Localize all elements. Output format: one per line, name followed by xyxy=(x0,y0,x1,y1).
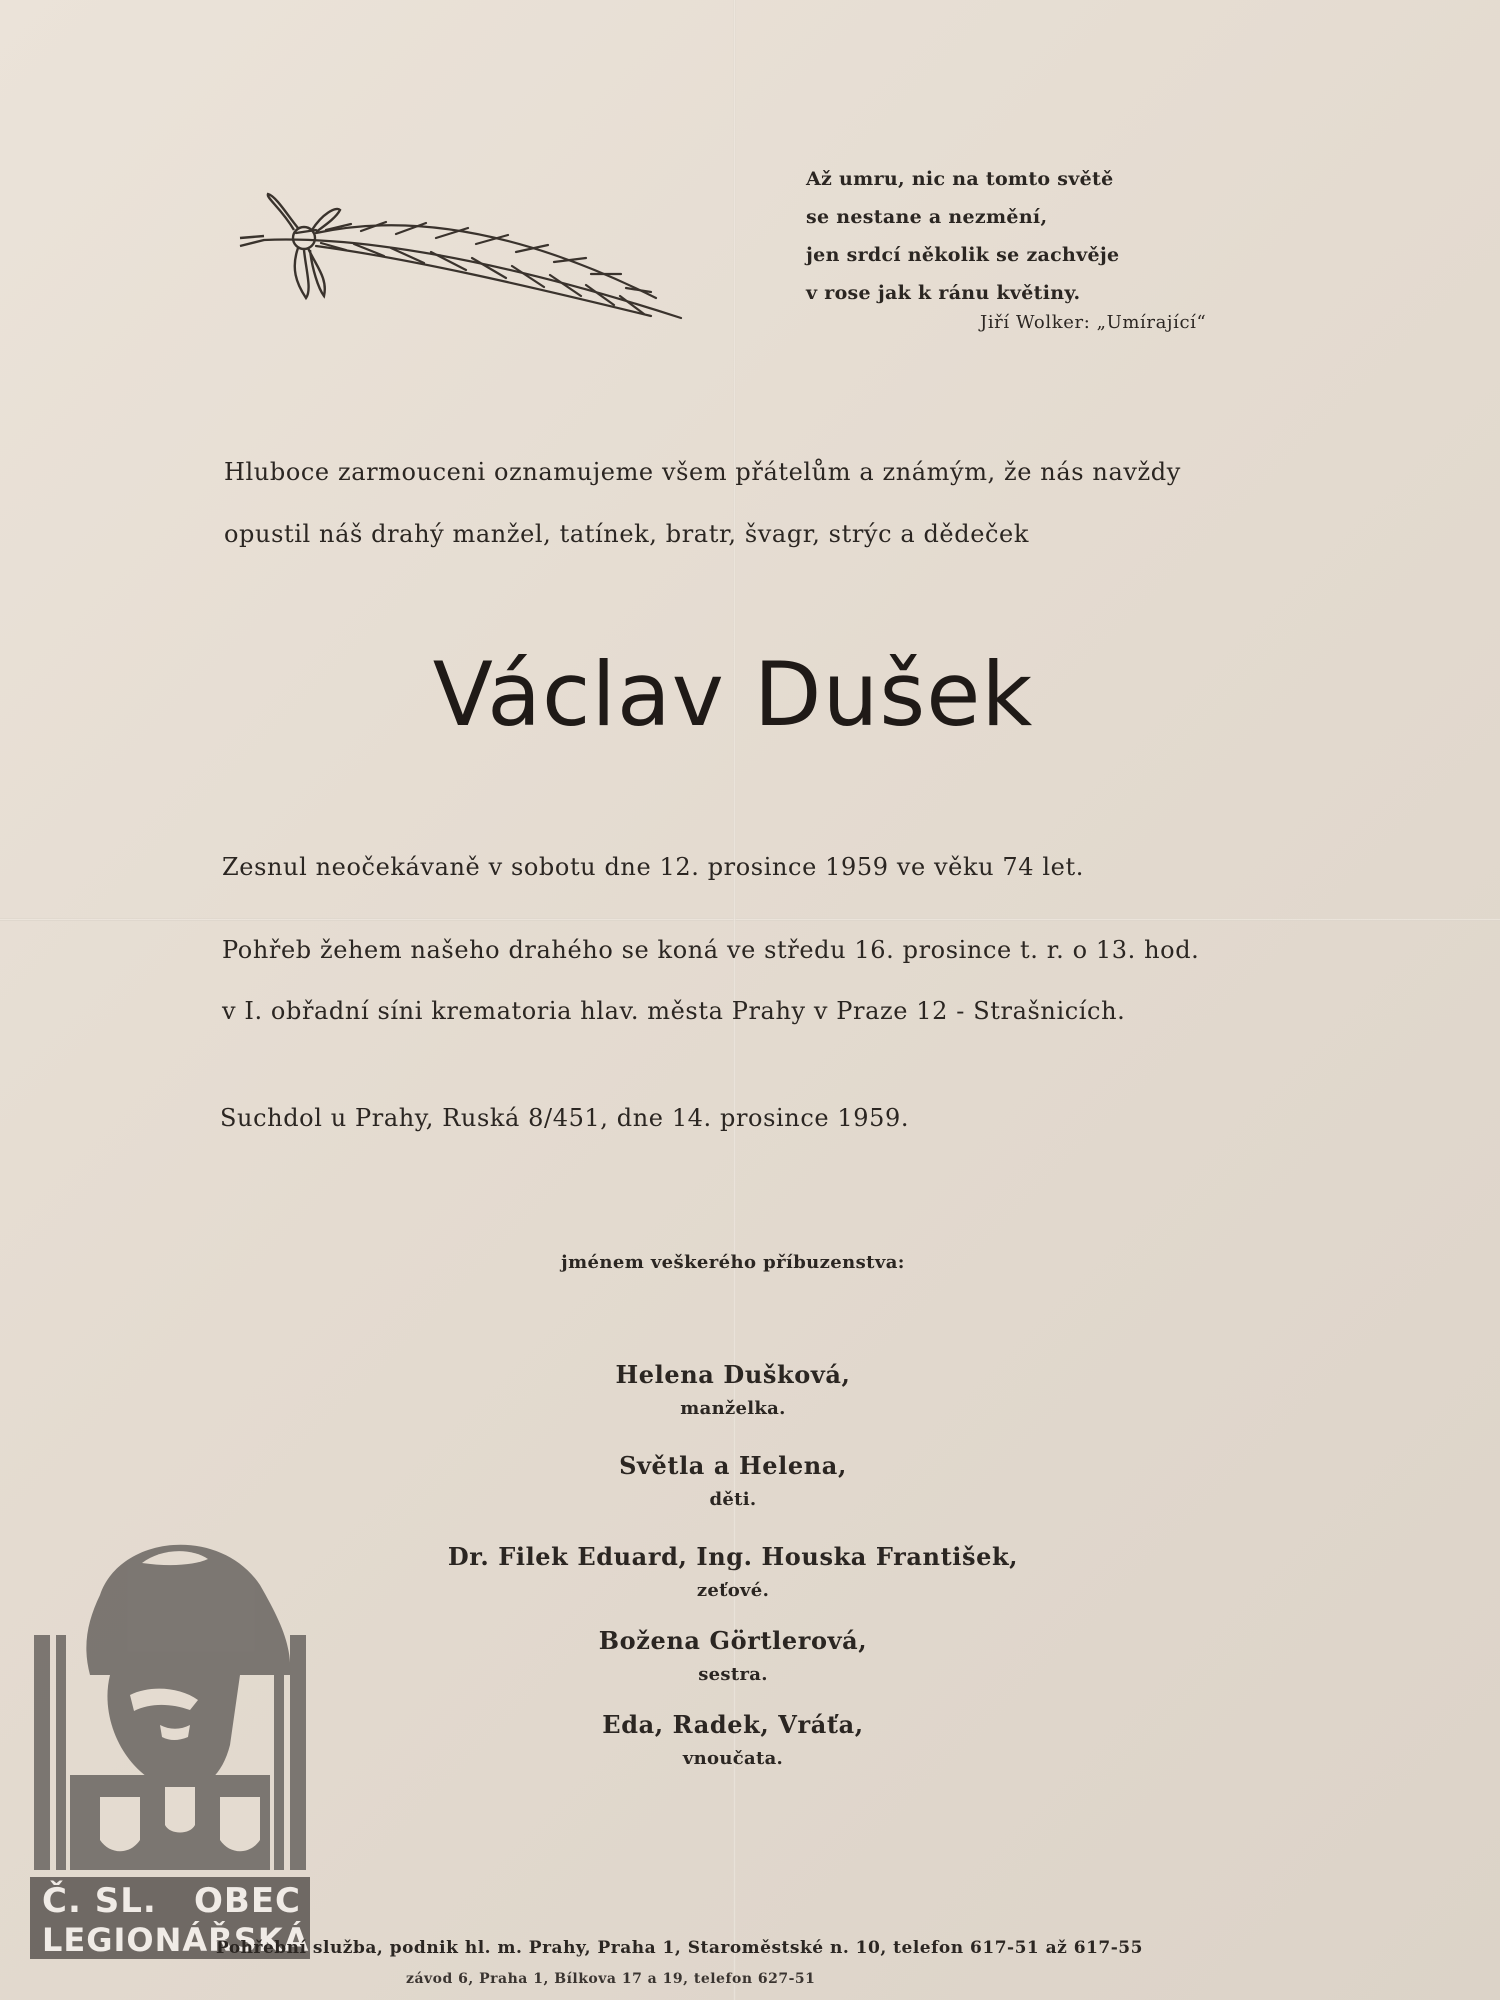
legionnaire-helmet-icon xyxy=(30,1525,310,1875)
poem-quote xyxy=(806,160,1119,312)
funeral-line-1: Pohřeb žehem našeho drahého se koná ve středu 16. prosince t. r. o 13. hod. xyxy=(222,936,1200,964)
footer-line-1: Pohřební služba, podnik hl. m. Prahy, Praha 1, Staroměstské n. 10, telefon 617-51 až 617-55 xyxy=(216,1938,1143,1958)
deceased-name: Václav Dušek xyxy=(432,643,1034,746)
logo-text-line-1: Č. SL. xyxy=(42,1881,157,1921)
poem-line: jen srdcí několik se zachvěje xyxy=(806,244,1120,266)
relative-role: manželka. xyxy=(680,1398,786,1419)
poem-line: Až umru, nic na tomto světě xyxy=(806,168,1114,190)
logo-text-line-2: LEGIONÁŘSKÁ xyxy=(42,1921,310,1959)
poem-line: v rose jak k ránu květiny. xyxy=(806,282,1081,304)
relative-name: Božena Görtlerová, xyxy=(598,1626,868,1655)
footer-line-2: závod 6, Praha 1, Bílkova 17 a 19, telefon 627-51 xyxy=(406,1971,816,1987)
poem-line: se nestane a nezmění, xyxy=(806,206,1048,228)
funeral-line-2: v I. obřadní síni krematoria hlav. města Prahy v Praze 12 - Strašnicích. xyxy=(222,997,1126,1025)
relative-name: Eda, Radek, Vráťa, xyxy=(602,1710,864,1739)
relative-name: Helena Dušková, xyxy=(615,1360,851,1389)
relative-role: sestra. xyxy=(698,1664,768,1685)
palm-branch-icon xyxy=(236,188,686,328)
relative-role: vnoučata. xyxy=(682,1748,784,1769)
intro-line-2: opustil náš drahý manžel, tatínek, bratr, švagr, strýc a dědeček xyxy=(224,520,1029,548)
poem-author: Jiří Wolker: „Umírající“ xyxy=(980,312,1207,333)
relative-name: Dr. Filek Eduard, Ing. Houska František, xyxy=(447,1542,1019,1571)
place-date: Suchdol u Prahy, Ruská 8/451, dne 14. prosince 1959. xyxy=(220,1104,910,1132)
death-notice: Zesnul neočekávaně v sobotu dne 12. prosince 1959 ve věku 74 let. xyxy=(222,853,1084,881)
relative-role: děti. xyxy=(709,1489,757,1510)
relative-name: Světla a Helena, xyxy=(619,1451,847,1480)
intro-line-1: Hluboce zarmouceni oznamujeme všem přátelům a známým, že nás navždy xyxy=(224,458,1181,486)
logo-text-obec: OBEC xyxy=(194,1881,301,1921)
legion-association-logo xyxy=(30,1525,310,1965)
paper-fold-horizontal xyxy=(0,918,1500,921)
relative-role: zeťové. xyxy=(696,1580,770,1601)
on-behalf-label: jménem veškerého příbuzenstva: xyxy=(561,1252,905,1273)
